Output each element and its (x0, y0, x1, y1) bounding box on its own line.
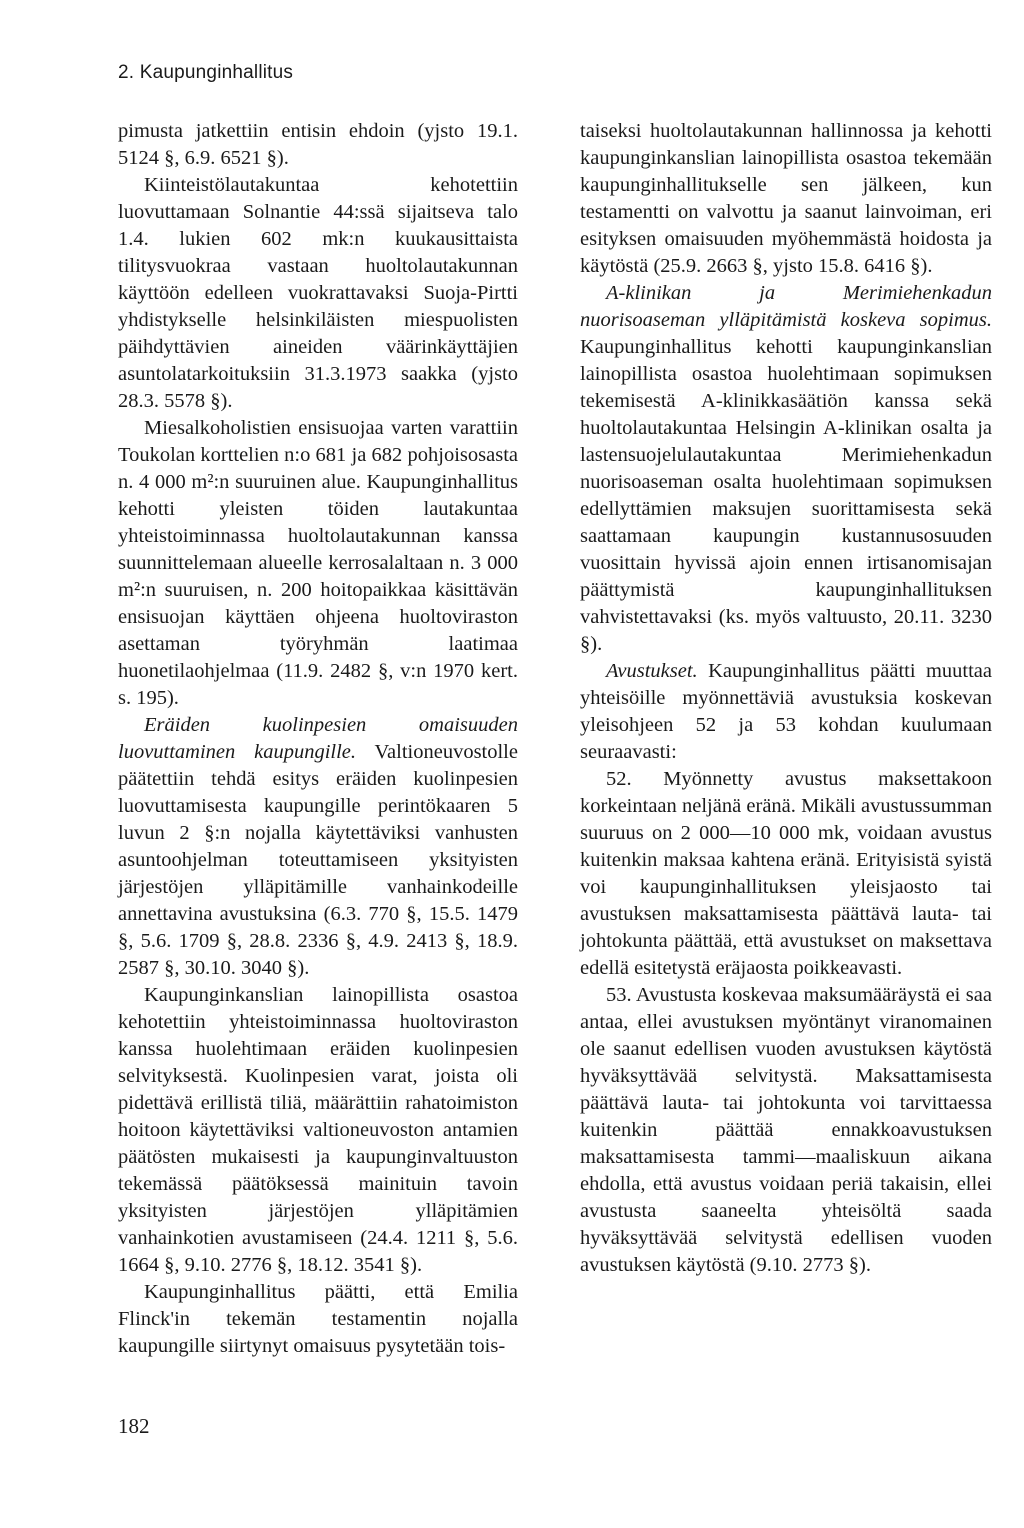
right-column (580, 118, 992, 1279)
paragraph: pimusta jatkettiin entisin ehdoin (yjsto 19.1. 5124 §, 6.9. 6521 §). (118, 120, 518, 169)
left-column (118, 118, 518, 1360)
section-heading: Eräiden kuolinpesien omaisuuden luovuttaminen kaupungille. (118, 714, 518, 763)
paragraph-body: Kaupunginhallitus päätti muuttaa yhteisöille myönnettäviä avustuksia koskevan yleisohjeen 52 ja 53 kohdan kuulumaan seuraavasti: (580, 660, 992, 763)
paragraph: Miesalkoholistien ensisuojaa varten varattiin Toukolan korttelien n:o 681 ja 682 pohjoisosasta n. 4 000 m²:n suuruinen alue. Kaupunginhallitus kehotti yleisten töiden lautakuntaa yhteistoiminnassa huoltolautakunnan kanssa suunnittelemaan alueelle kerrosalaltaan n. 3 000 m²:n suuruisen, n. 200 hoitopaikkaa käsittävän ensisuojan käyttäen ohjeena huoltoviraston asettaman työryhmän laatimaa huonetilaohjelmaa (11.9. 2482 §, v:n 1970 kert. s. 195). (118, 417, 518, 709)
section-heading: Avustukset. (606, 660, 698, 682)
paragraph: Kaupunginkanslian lainopillista osastoa kehotettiin yhteistoiminnassa huoltoviraston kanssa huolehtimaan eräiden kuolinpesien selvityksestä. Kuolinpesien varat, joista oli pidettävä erillistä tiliä, määrättiin rahatoimiston hoitoon käytettäviksi valtioneuvoston antamien päätösten mukaisesti ja kaupunginvaltuuston tekemässä päätöksessä mainituin tavoin yksityisten järjestöjen ylläpitämien vanhainkotien avustamiseen (24.4. 1211 §, 5.6. 1664 §, 9.10. 2776 §, 18.12. 3541 §). (118, 984, 518, 1276)
paragraph: Kaupunginhallitus päätti, että Emilia Flinck'in tekemän testamentin nojalla kaupungille siirtynyt omaisuus pysytetään tois- (118, 1281, 518, 1357)
paragraph-body: Kaupunginhallitus kehotti kaupunginkanslian lainopillista osastoa huolehtimaan sopimuksen tekemisestä A-klinikkasäätiön kanssa sekä huoltolautakuntaa Helsingin A-klinikan osalta ja lastensuojelulautakuntaa Merimiehenkadun nuorisoaseman osalta huolehtimaan sopimuksen edellyttämien maksujen suorittamisesta sekä saattamaan kaupungin kustannusosuuden vuosittain hyvissä ajoin ennen irtisanomisajan päättymistä kaupunginhallituksen vahvistettavaksi (ks. myös valtuusto, 20.11. 3230 §). (580, 336, 992, 655)
paragraph (580, 658, 992, 766)
paragraph: 53. Avustusta koskevaa maksumääräystä ei saa antaa, ellei avustuksen myöntänyt viranomainen ole saanut edellisen vuoden avustuksen käytöstä hyväksyttävää selvitystä. Maksattamisesta päättävä lauta- tai johtokunta voi tarvittaessa kuitenkin päättää ennakkoavustuksen maksattamisesta tammi—maaliskuun aikana ehdolla, että avustus voidaan periä takaisin, ellei avustusta saaneelta yhteisöltä saada hyväksyttävää selvitystä edellisen vuoden avustuksen käytöstä (9.10. 2773 §). (580, 984, 992, 1276)
paragraph: Kiinteistölautakuntaa kehotettiin luovuttamaan Solnantie 44:ssä sijaitseva talo 1.4. lukien 602 mk:n kuukausittaista tilitysvuokraa vastaan huoltolautakunnan käyttöön edelleen vuokrattavaksi Suoja-Pirtti yhdistykselle helsinkiläisten miespuolisten päihdyttävien aineiden väärinkäyttäjien asuntolatarkoituksiin 31.3.1973 saakka (yjsto 28.3. 5578 §). (118, 174, 518, 412)
paragraph: 52. Myönnetty avustus maksettakoon korkeintaan neljänä eränä. Mikäli avustussumman suuruus on 2 000—10 000 mk, voidaan avustus kuitenkin maksaa kahtena eränä. Erityisistä syistä voi kaupunginhallituksen yleisjaosto tai avustuksen maksattamisesta päättävä lauta- tai johtokunta päättää, että avustukset on maksettava edellä esitetystä eräjaosta poikkeavasti. (580, 768, 992, 979)
section-heading: A-klinikan ja Merimiehenkadun nuorisoaseman ylläpitämistä koskeva sopimus. (580, 282, 992, 331)
page-number: 182 (118, 1414, 150, 1438)
paragraph (580, 280, 992, 658)
paragraph (118, 712, 518, 982)
running-header: 2. Kaupunginhallitus (118, 62, 294, 83)
paragraph: taiseksi huoltolautakunnan hallinnossa ja kehotti kaupunginkanslian lainopillista osastoa tekemään kaupunginhallitukselle sen jälkeen, kun testamentti on valvottu ja saanut lainvoiman, eri esityksen omaisuuden myöhemmästä hoidosta ja käytöstä (25.9. 2663 §, yjsto 15.8. 6416 §). (580, 120, 992, 277)
paragraph-body: Valtioneuvostolle päätettiin tehdä esitys eräiden kuolinpesien luovuttamisesta kaupungille perintökaaren 5 luvun 2 §:n nojalla käytettäviksi vanhusten asuntoohjelman toteuttamiseen yksityisten järjestöjen ylläpitämille vanhainkodeille annettavina avustuksina (6.3. 770 §, 15.5. 1479 §, 5.6. 1709 §, 28.8. 2336 §, 4.9. 2413 §, 18.9. 2587 §, 30.10. 3040 §). (118, 741, 518, 979)
